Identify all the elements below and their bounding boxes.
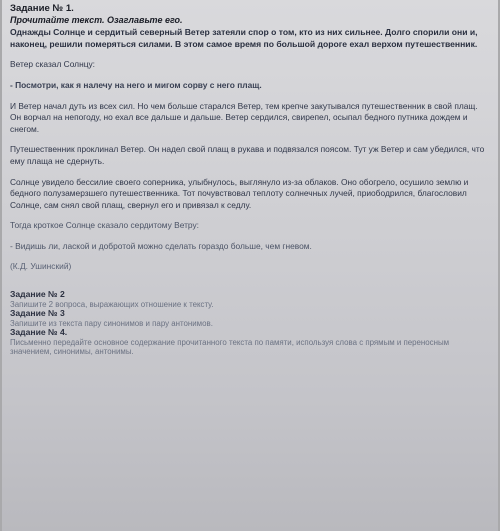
text-paragraph-7: - Видишь ли, лаской и добротой можно сделать гораздо больше, чем гневом. <box>10 240 312 251</box>
task-2-text: Запишите 2 вопроса, выражающих отношение к тексту. <box>10 299 214 309</box>
worksheet-page <box>2 0 498 531</box>
task-2-title: Задание № 2 <box>10 289 65 300</box>
task-3-text: Запишите из текста пару синонимов и пару антонимов. <box>10 318 213 328</box>
text-paragraph-3: И Ветер начал дуть из всех сил. Но чем больше старался Ветер, тем крепче закутывался путешественник в свой плащ. Он ворчал на непогоду, но ехал все дальше и дальше. Ветер сердился, свирепел, осыпал бедного путника дождем и снегом. <box>10 100 478 134</box>
task-4-title: Задание № 4. <box>10 327 68 338</box>
text-paragraph-4: Путешественник проклинал Ветер. Он надел свой плащ в рукава и подвязался поясом. Тут уж Ветер и сам убедился, что ему плаща не сдернуть. <box>10 144 485 166</box>
tasks-list <box>10 290 488 356</box>
text-paragraph-5: Солнце увидело бессилие своего соперника, улыбнулось, выглянуло из-за облаков. Оно обогрело, осушило землю и бедного полузамерзшего путешественника. Тот почувствовал теплоту солнечных лучей, приободрился, благословил Солнце, сам снял свой плащ, свернул его и привязал к седлу. <box>10 176 469 210</box>
task-3-title: Задание № 3 <box>10 308 65 319</box>
text-intro-paragraph: Однажды Солнце и сердитый северный Ветер затеяли спор о том, кто из них сильнее. Долго спорили они и, наконец, решили померяться силами. В этом самое время по большой дороге ехал верхом путешественник. <box>10 27 478 50</box>
text-paragraph-1: Ветер сказал Солнцу: <box>10 59 96 70</box>
task-1-heading: Задание № 1. <box>10 3 74 14</box>
text-author: (К.Д. Ушинский) <box>10 260 72 271</box>
task-1-instruction: Прочитайте текст. Озаглавьте его. <box>10 14 183 25</box>
text-paragraph-6: Тогда кроткое Солнце сказало сердитому Ветру: <box>10 220 200 231</box>
task-4-text: Письменно передайте основное содержание прочитанного текста по памяти, используя слова с прямым и переносным значением, синонимы, антонимы. <box>10 337 450 357</box>
text-paragraph-2: - Посмотри, как я налечу на него и мигом сорву с него плащ. <box>10 80 262 90</box>
